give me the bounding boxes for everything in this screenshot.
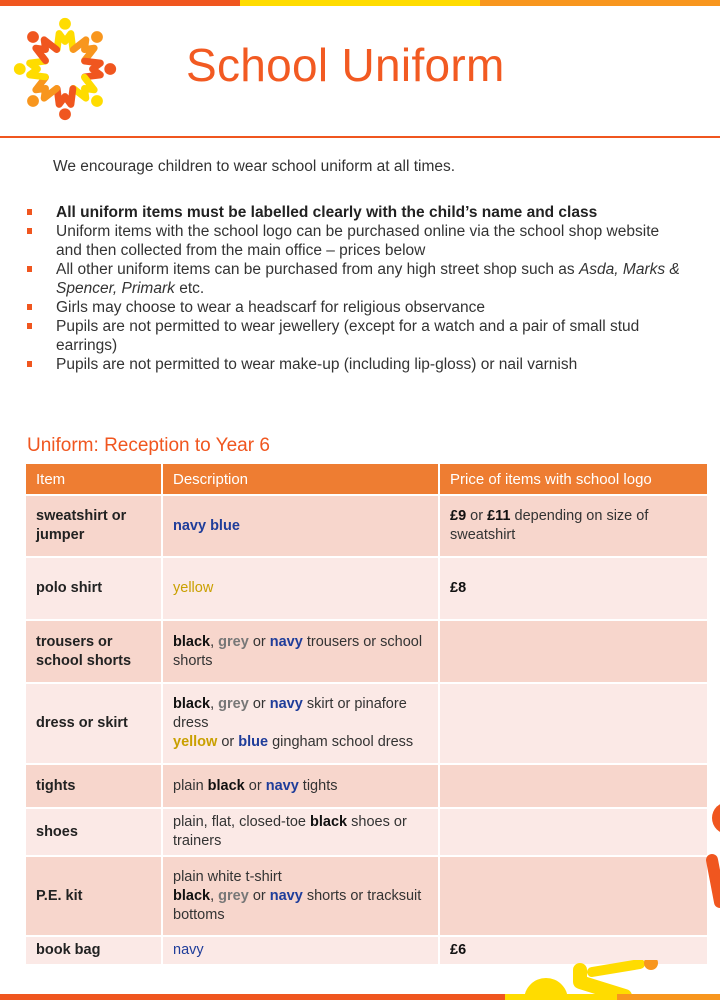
bullet-icon [27, 266, 32, 272]
item-cell: tights [26, 764, 162, 808]
table-row [26, 495, 707, 557]
rule-item: Pupils are not permitted to wear jewellery (except for a watch and a pair of small stud earrings) [26, 317, 686, 355]
description-cell: plain black or navy tights [162, 764, 439, 808]
price-cell: £8 [439, 557, 707, 620]
uniform-rules-list [26, 203, 686, 374]
rule-item: All other uniform items can be purchased from any high street shop such as Asda, Marks & Spencer, Primark etc. [26, 260, 686, 298]
bullet-icon [27, 228, 32, 234]
header-item: Item [26, 464, 162, 495]
price-cell [439, 856, 707, 936]
table-row [26, 620, 707, 683]
bullet-icon [27, 209, 32, 215]
decorative-figure-icon [700, 790, 720, 910]
item-cell: polo shirt [26, 557, 162, 620]
description-cell: navy blue [162, 495, 439, 557]
table-row [26, 856, 707, 936]
bottom-color-bar [0, 994, 720, 1000]
item-cell: dress or skirt [26, 683, 162, 764]
item-cell: sweatshirt or jumper [26, 495, 162, 557]
header-divider [0, 136, 720, 138]
page-title: School Uniform [186, 39, 505, 91]
table-row [26, 683, 707, 764]
top-color-bar [0, 0, 720, 6]
price-cell [439, 808, 707, 856]
table-row [26, 557, 707, 620]
price-cell: £6 [439, 936, 707, 964]
table-header-row [26, 464, 707, 495]
item-cell: P.E. kit [26, 856, 162, 936]
price-cell [439, 683, 707, 764]
item-cell: trousers or school shorts [26, 620, 162, 683]
uniform-table [26, 464, 707, 964]
description-cell: plain, flat, closed-toe black shoes or trainers [162, 808, 439, 856]
header-price: Price of items with school logo [439, 464, 707, 495]
price-cell: £9 or £11 depending on size of sweatshirt [439, 495, 707, 557]
header-description: Description [162, 464, 439, 495]
table-row [26, 808, 707, 856]
price-cell [439, 764, 707, 808]
description-cell: black, grey or navy trousers or school shorts [162, 620, 439, 683]
bullet-icon [27, 361, 32, 367]
rule-item: All uniform items must be labelled clearly with the child’s name and class [26, 203, 686, 222]
bullet-icon [27, 304, 32, 310]
description-cell: navy [162, 936, 439, 964]
description-cell: plain white t-shirt black, grey or navy shorts or tracksuit bottoms [162, 856, 439, 936]
description-cell: yellow [162, 557, 439, 620]
description-cell: black, grey or navy skirt or pinafore dress yellow or blue gingham school dress [162, 683, 439, 764]
bullet-icon [27, 323, 32, 329]
rule-item: Uniform items with the school logo can be purchased online via the school shop website and then collected from the main office – prices below [26, 222, 686, 260]
item-cell: book bag [26, 936, 162, 964]
rule-item: Pupils are not permitted to wear make-up (including lip-gloss) or nail varnish [26, 355, 686, 374]
intro-text: We encourage children to wear school uniform at all times. [53, 158, 456, 175]
price-cell [439, 620, 707, 683]
item-cell: shoes [26, 808, 162, 856]
rule-item: Girls may choose to wear a headscarf for religious observance [26, 298, 686, 317]
section-title: Uniform: Reception to Year 6 [27, 435, 270, 456]
school-logo-icon [6, 14, 124, 124]
table-row [26, 764, 707, 808]
shop-names: Asda, Marks & Spencer, Primark [56, 261, 680, 297]
